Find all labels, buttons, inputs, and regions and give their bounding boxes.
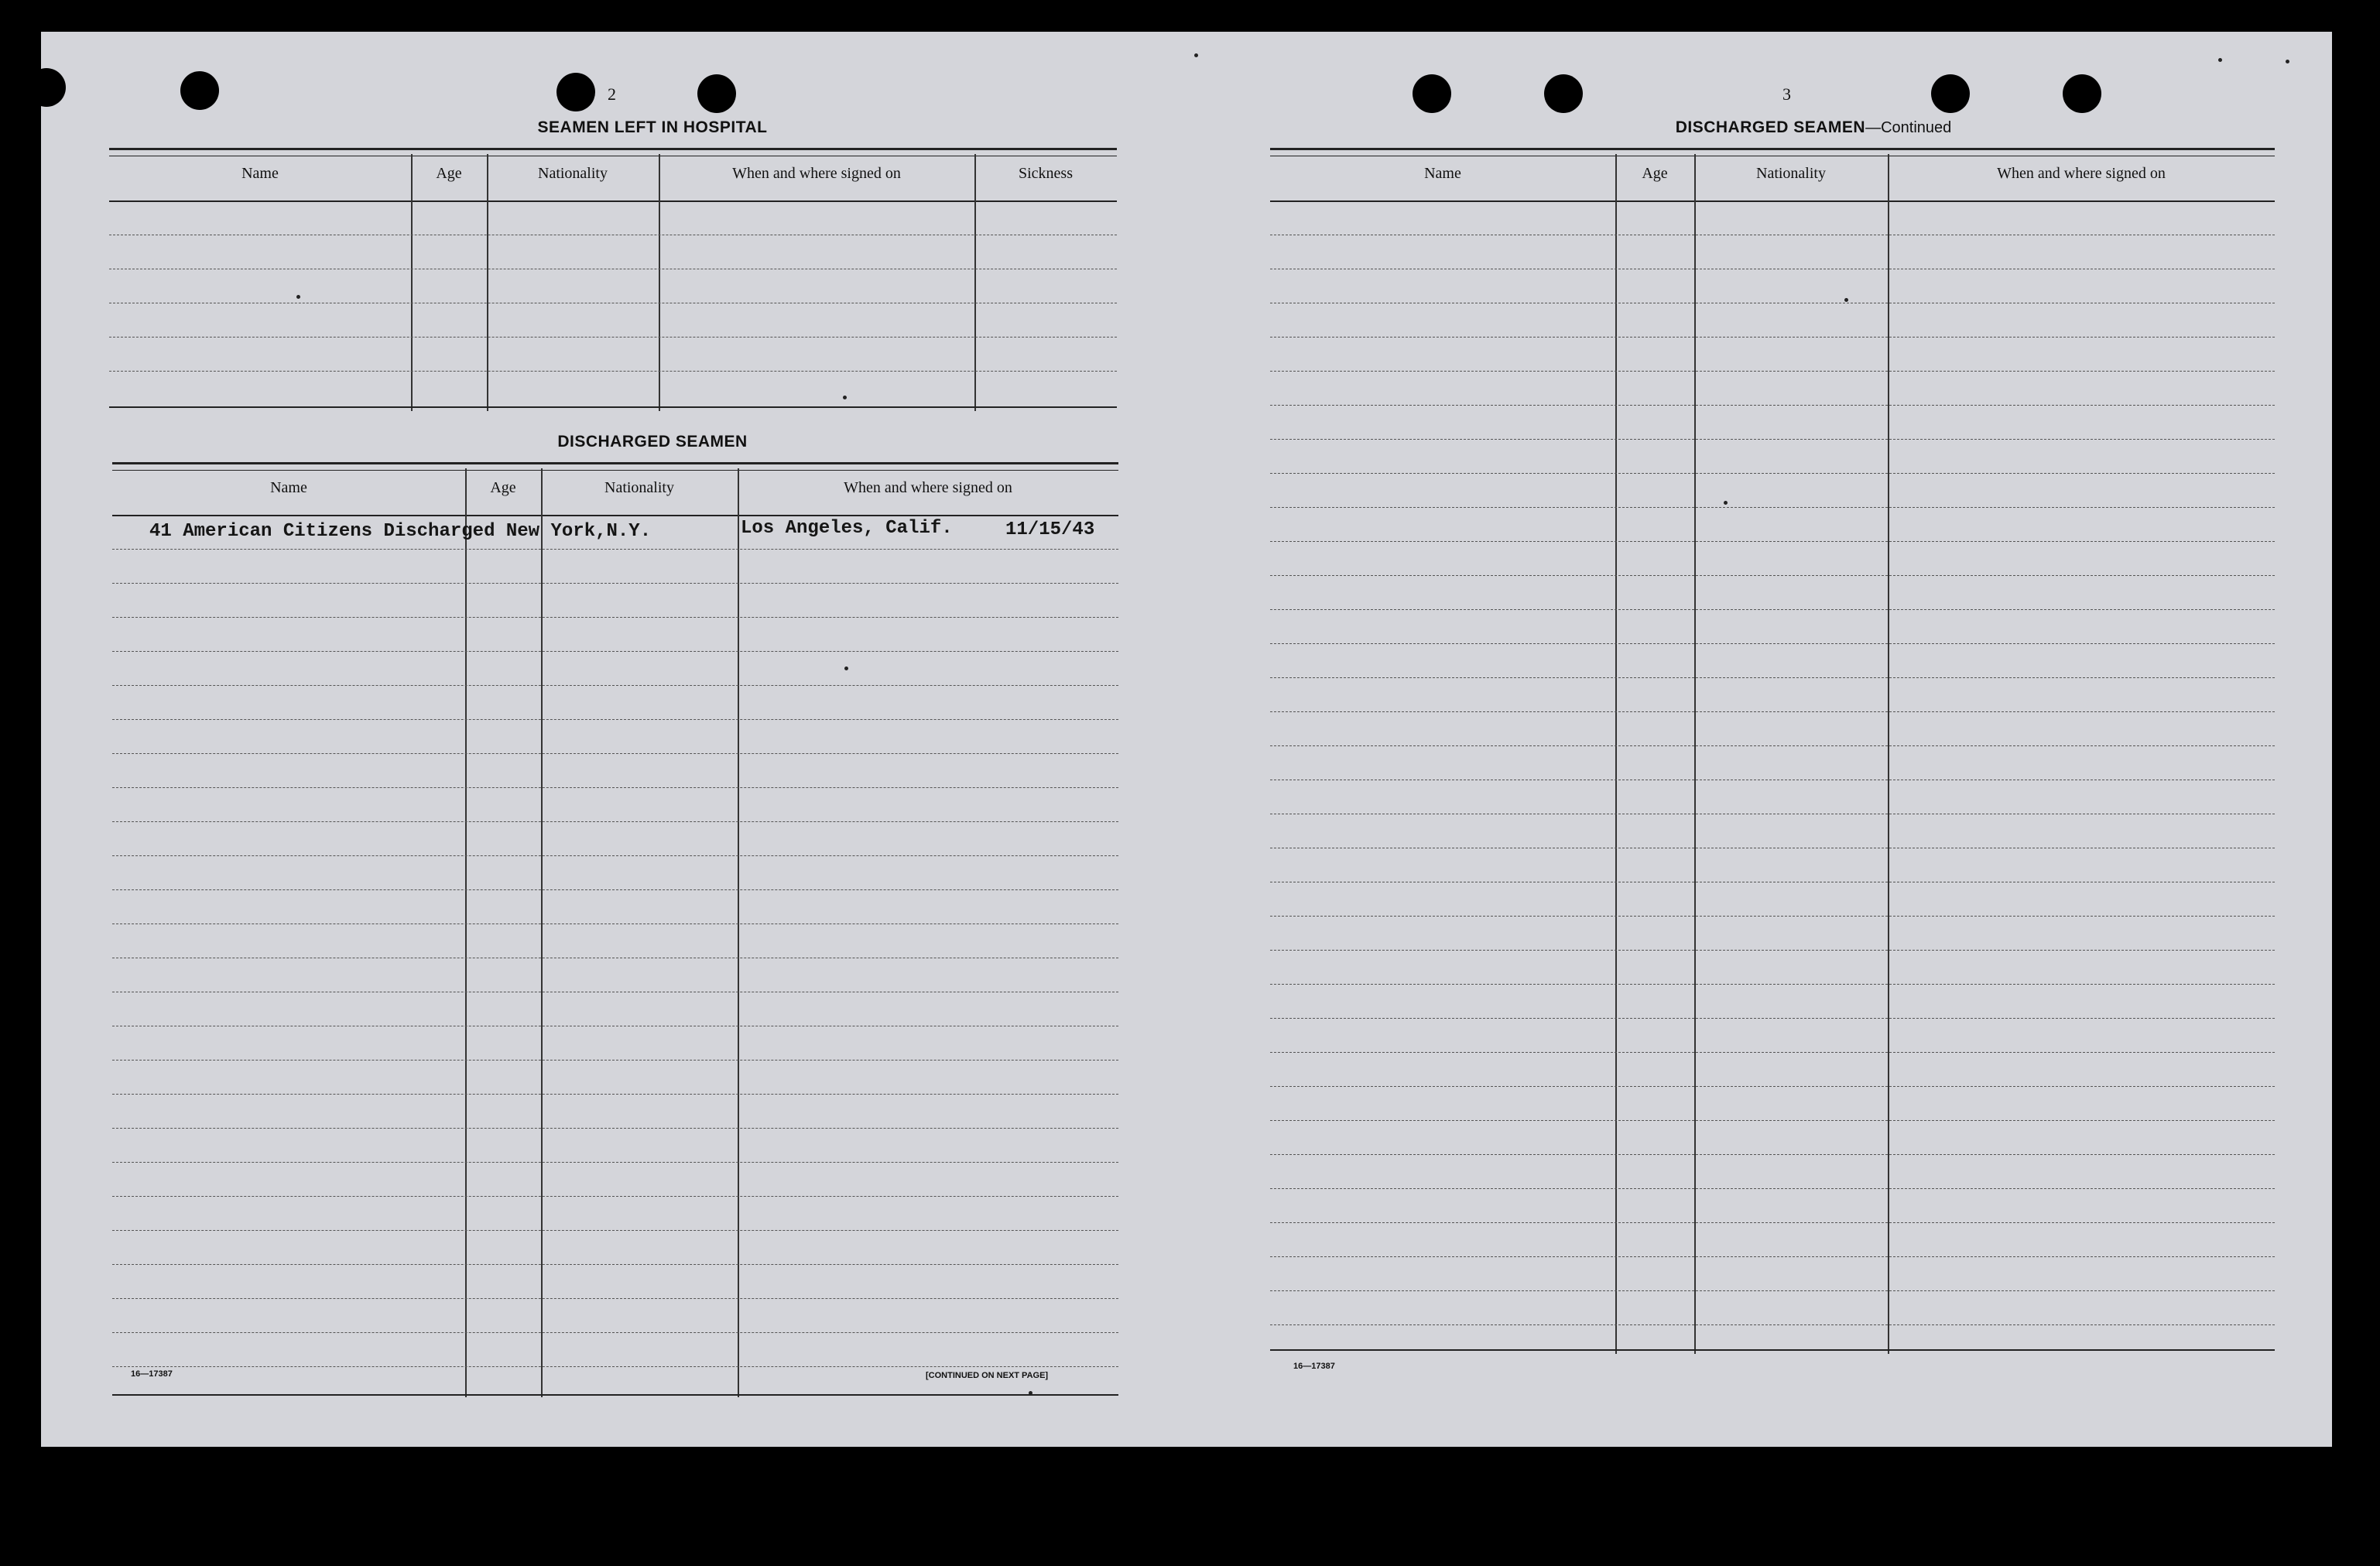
punch-hole [180,71,219,110]
discharged-continued-table [1270,148,2275,1386]
punch-hole [1931,74,1970,113]
punch-hole [697,74,736,113]
scan-speck [2286,60,2289,63]
punch-hole [556,73,595,111]
scan-speck [1724,501,1728,505]
column-header-signed-on: When and where signed on [844,479,1012,496]
punch-hole [1544,74,1583,113]
form-number: 16—17387 [131,1369,173,1379]
hospital-section-title: SEAMEN LEFT IN HOSPITAL [537,118,768,136]
page-number: 2 [608,84,616,104]
discharged-table [112,462,1118,1397]
document-sheet [41,32,2332,1447]
column-header-age: Age [490,479,516,496]
form-number: 16—17387 [1293,1362,1335,1371]
column-header-nationality: Nationality [1756,165,1826,182]
scan-speck [1029,1391,1032,1395]
discharged-section-title: DISCHARGED SEAMEN [557,433,748,451]
continued-note: [CONTINUED ON NEXT PAGE] [926,1371,1049,1380]
column-header-signed-on: When and where signed on [1997,165,2166,182]
scan-speck [843,396,847,399]
hospital-table [109,148,1117,444]
discharged-continued-title [1574,118,2053,137]
scan-speck [296,295,300,299]
column-header-age: Age [1642,165,1668,182]
punch-hole [27,68,66,107]
typed-entry-signed-on-place: Los Angeles, Calif. [741,518,953,539]
column-header-age: Age [436,165,462,182]
punch-hole [1413,74,1451,113]
title-suffix: —Continued [1865,119,1952,136]
scan-speck [844,666,848,670]
column-header-sickness: Sickness [1019,165,1073,182]
punch-hole [2063,74,2101,113]
typed-entry-discharged: 41 American Citizens Discharged New York,N.Y. [149,521,652,542]
page-number: 3 [1782,84,1791,104]
scan-speck [1194,53,1198,57]
scan-speck [2218,58,2222,62]
column-header-name: Name [1424,165,1461,182]
column-header-nationality: Nationality [604,479,674,496]
column-header-nationality: Nationality [538,165,608,182]
title-main: DISCHARGED SEAMEN [1675,118,1866,136]
scan-speck [1844,298,1848,302]
column-header-signed-on: When and where signed on [732,165,901,182]
column-header-name: Name [270,479,307,496]
typed-entry-signed-on-date: 11/15/43 [1005,519,1095,540]
column-header-name: Name [241,165,279,182]
